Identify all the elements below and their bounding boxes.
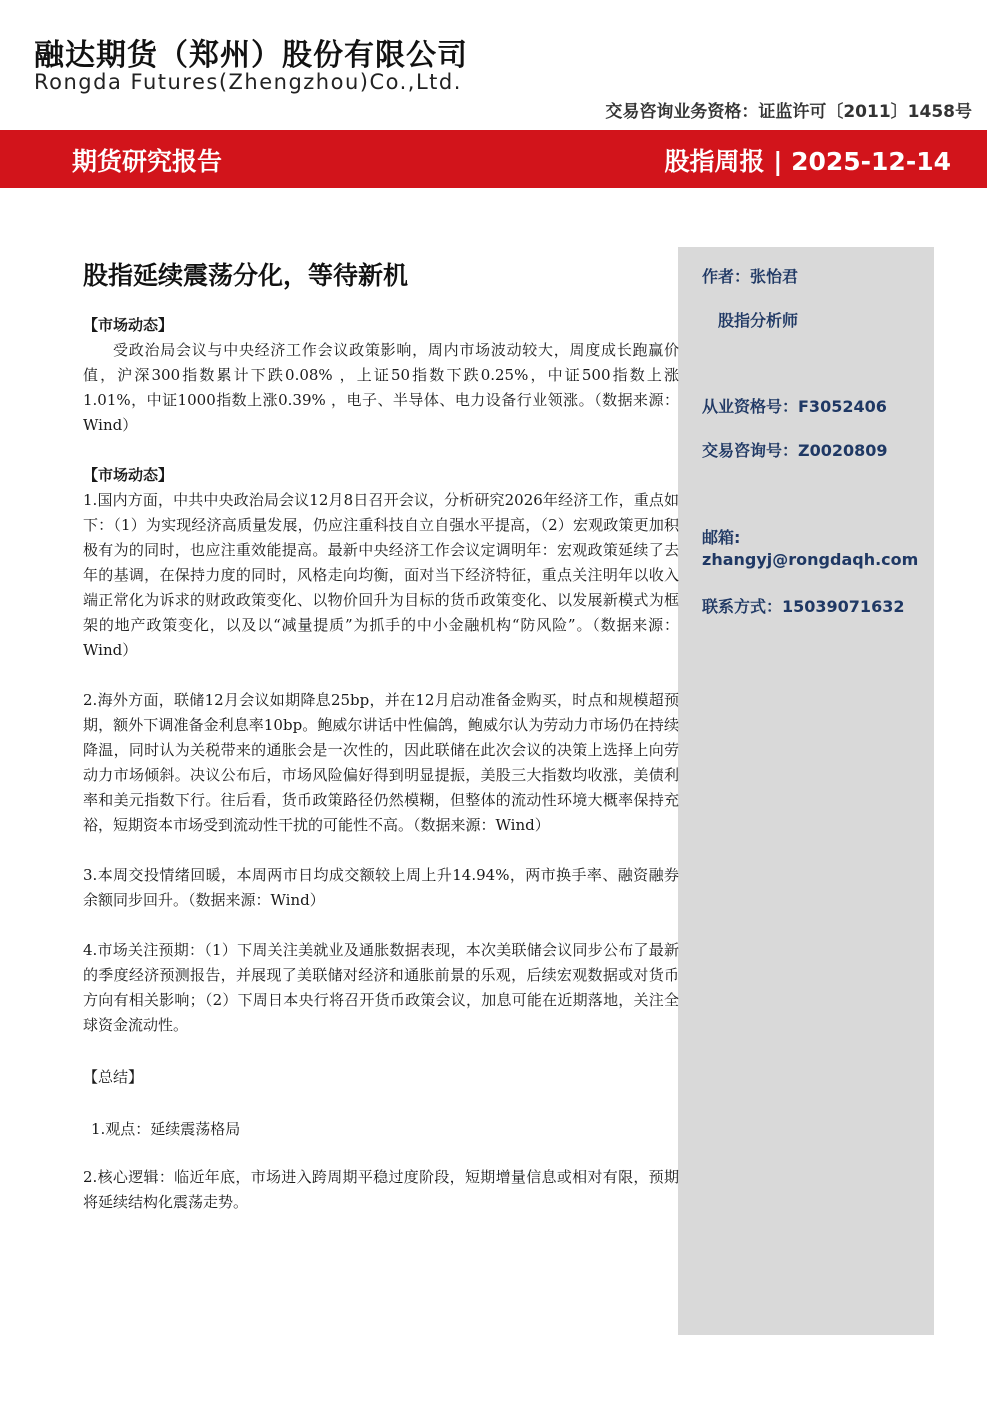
email-link[interactable]: zhangyj@rongdaqh.com [702,550,919,569]
section-heading: 【市场动态】 [83,316,174,334]
report-title: 股指延续震荡分化，等待新机 [83,261,409,290]
report-banner [0,130,987,188]
market-expectation-paragraph: 4.市场关注预期：（1）下周关注美就业及通胀数据表现，本次美联储会议同步公布了最新的季度经济预测报告，并展现了美联储对经济和通胀前景的乐观，后续宏观数据或对货币方向有相关影响；（2）下周日本央行将召开货币政策会议，加息可能在近期落地，关注全球资金流动性。 [83,941,679,1034]
banner-report-type: 期货研究报告 [72,147,223,176]
company-name-cn: 融达期货（郑州）股份有限公司 [34,38,468,73]
report-body [83,313,679,1215]
email-label: 邮箱: [702,528,741,547]
summary-view: 1.观点：延续震荡格局 [91,1120,241,1138]
overseas-paragraph: 2.海外方面，联储12月会议如期降息25bp，并在12月启动准备金购买，时点和规模超预期，额外下调准备金利息率10bp。鲍威尔讲话中性偏鸽，鲍威尔认为劳动力市场仍在持续降温，同时认为关税带来的通胀会是一次性的，因此联储在此次会议的决策上选择上向劳动力市场倾斜。决议公布后，市场风险偏好得到明显提振，美股三大指数均收涨，美债利率和美元指数下行。往后看，货币政策路径仍然模糊，但整体的流动性环境大概率保持充裕，短期资本市场受到流动性干扰的可能性不高。（数据来源：Wind） [83,691,679,834]
banner-report-date: 股指周报 | 2025-12-14 [664,147,951,176]
trading-sentiment-paragraph: 3.本周交投情绪回暖，本周两市日均成交额较上周上升14.94%，两市换手率、融资融券余额同步回升。（数据来源：Wind） [83,866,679,909]
company-name-en: Rongda Futures(Zhengzhou)Co.,Ltd. [34,70,462,94]
consult-number: 交易咨询号：Z0020809 [702,441,888,460]
author-sidebar [678,247,934,1335]
section-heading: 【市场动态】 [83,466,174,484]
contact-phone: 联系方式：15039071632 [702,597,905,616]
author-role: 股指分析师 [718,311,799,330]
qualification-number: 从业资格号：F3052406 [702,397,887,416]
market-summary-paragraph: 受政治局会议与中央经济工作会议政策影响，周内市场波动较大，周度成长跑赢价值，沪深300指数累计下跌0.08% ，上证50指数下跌0.25%，中证500指数上涨1.01%，中证1000指数上涨0.39% ，电子、半导体、电力设备行业领涨。（数据来源：Wind） [83,341,679,434]
summary-logic: 2.核心逻辑：临近年底，市场进入跨周期平稳过度阶段，短期增量信息或相对有限，预期将延续结构化震荡走势。 [83,1168,679,1211]
author-name: 作者：张怡君 [702,267,799,286]
domestic-paragraph: 1.国内方面，中共中央政治局会议12月8日召开会议，分析研究2026年经济工作，重点如下：（1）为实现经济高质量发展，仍应注重科技自立自强水平提高，（2）宏观政策更加积极有为的同时，也应注重效能提高。最新中央经济工作会议定调明年：宏观政策延续了去年的基调，在保持力度的同时，风格走向均衡，面对当下经济特征，重点关注明年以收入端正常化为诉求的财政政策变化、以物价回升为目标的货币政策变化、以发展新模式为框架的地产政策变化，以及以“减量提质”为抓手的中小金融机构“防风险”。（数据来源：Wind） [83,491,679,659]
summary-heading: 【总结】 [83,1068,144,1086]
license-text: 交易咨询业务资格：证监许可〔2011〕1458号 [605,102,972,122]
